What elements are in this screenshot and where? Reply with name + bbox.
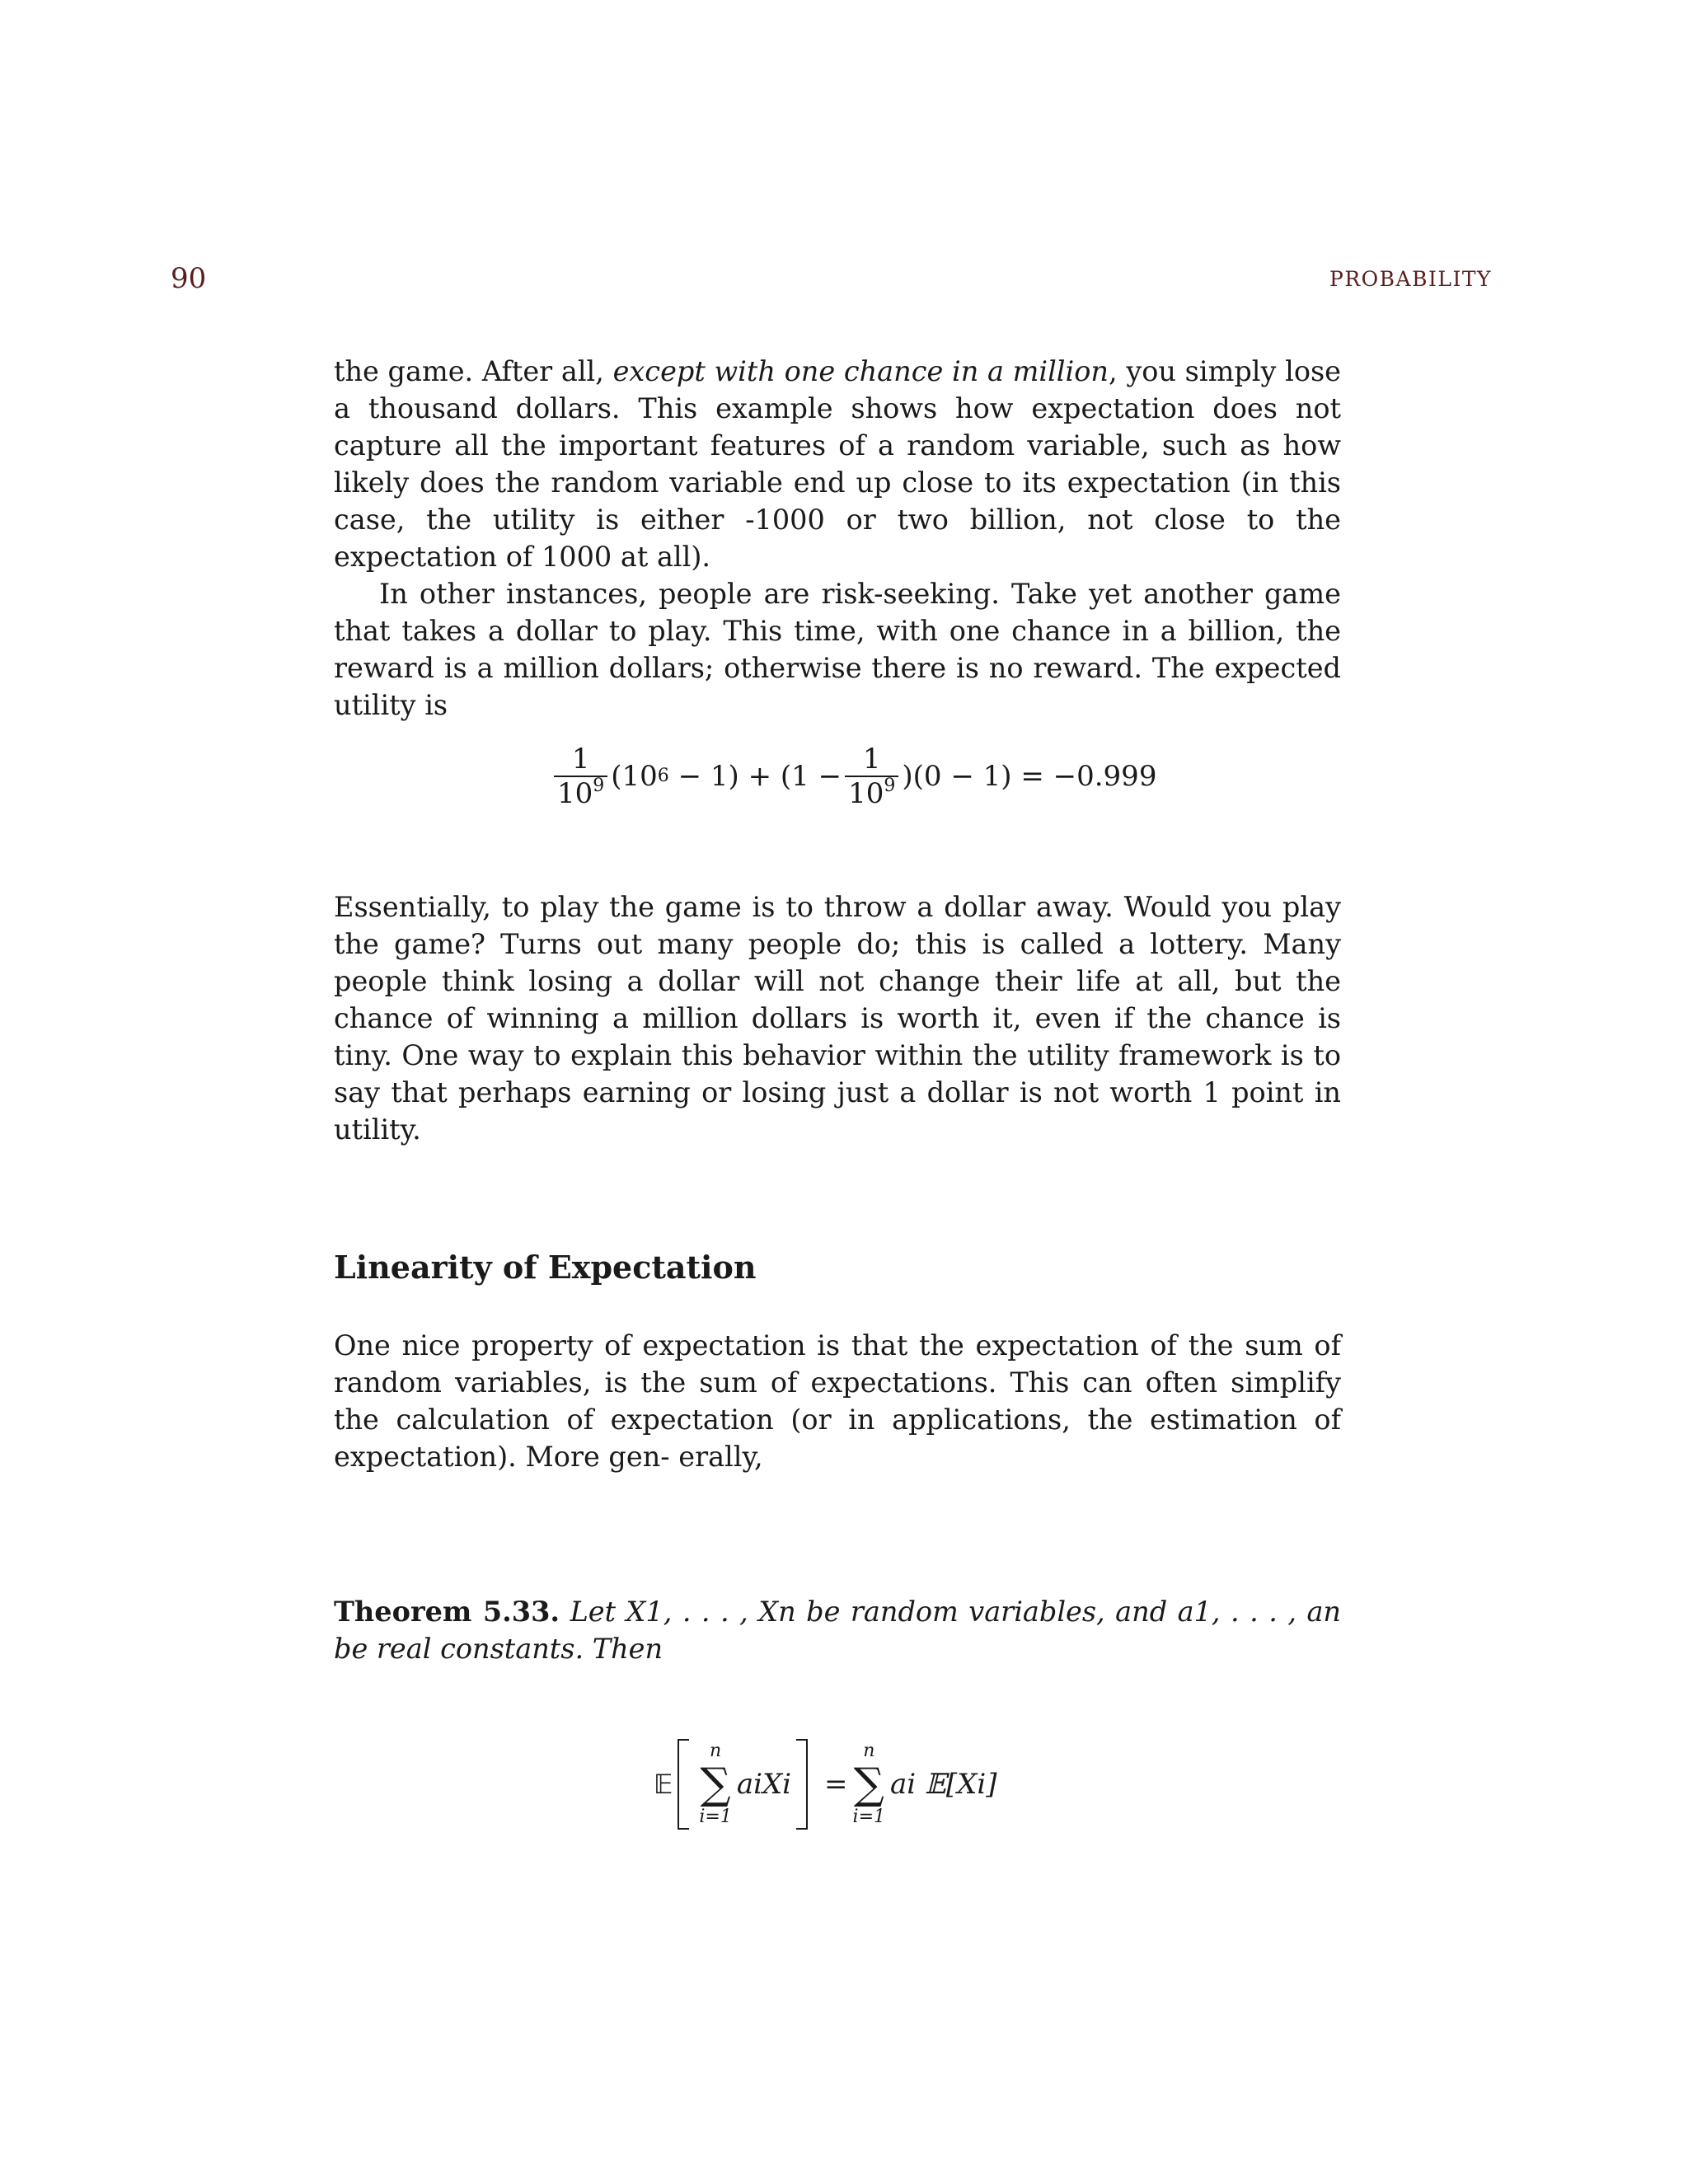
eq1-term-2: − 1) + (1 − — [668, 760, 842, 793]
fraction-1-den-base: 10 — [557, 777, 593, 810]
text-block-1 — [334, 353, 1341, 724]
sum-upper-limit-rhs: n — [863, 1741, 875, 1761]
theorem-label: Theorem 5.33. — [334, 1596, 560, 1628]
para1-end: , you simply lose a thousand dollars. This example shows how expectation does not capture all the important features of a random variable, such as how likely does the random variable end up close to its expectation (in this case, the utility is either -1000 or two billion, not close to the expectation of 1000 at all). — [334, 355, 1341, 573]
fraction-2 — [845, 743, 898, 810]
sigma-icon: ∑ — [700, 1760, 731, 1809]
fraction-1-denominator — [554, 776, 607, 810]
fraction-2-den-base: 10 — [848, 777, 884, 810]
fraction-1-den-exp: 9 — [593, 776, 605, 796]
equals-sign: = — [824, 1768, 848, 1801]
running-title: PROBABILITY — [1329, 267, 1492, 291]
text-block-3 — [334, 1327, 1341, 1475]
linearity-equation — [654, 1727, 997, 1842]
para1-emphasis: except with one chance in a million — [612, 355, 1109, 387]
sum-operator-rhs — [853, 1741, 885, 1828]
rhs-expression: ai 𝔼[Xi] — [890, 1768, 997, 1801]
sum-lower-limit: i=1 — [699, 1807, 732, 1827]
expectation-symbol: 𝔼 — [654, 1769, 673, 1800]
fraction-1-numerator: 1 — [571, 743, 590, 776]
sum-upper-limit: n — [709, 1741, 722, 1761]
theorem — [334, 1593, 1341, 1667]
paragraph-4: One nice property of expectation is that the expectation of the sum of random variables, is the sum of expectations. This can often simplify the calculation of expectation (or in applications, the estimation of expectation). More gen- erally, — [334, 1329, 1341, 1473]
left-bracket — [678, 1739, 689, 1830]
paragraph-2: In other instances, people are risk-seeking. Take yet another game that takes a dollar to play. This time, with one chance in a billion, the reward is a million dollars; otherwise there is no reward. The expected utility is — [334, 578, 1341, 721]
right-bracket — [796, 1739, 808, 1830]
sigma-icon-rhs: ∑ — [853, 1760, 884, 1809]
fraction-1 — [554, 743, 607, 810]
eq1-term-1: (10 — [611, 760, 658, 793]
page-number: 90 — [171, 262, 207, 295]
theorem-text: Let X1, . . . , Xn be random variables, and a1, . . . , an be real constants. Then — [334, 1596, 1341, 1665]
text-block-2 — [334, 888, 1341, 1148]
eq1-term-3: )(0 − 1) = −0.999 — [902, 760, 1157, 793]
expected-utility-equation: $\frac{1}{10^9}$ (10 6 − 1) + (1 − $\frac{1}{10^9}$ )(0 − 1) = −0.999 — [551, 735, 1156, 818]
sum-summand: aiXi — [736, 1768, 792, 1801]
fraction-2-den-exp: 9 — [884, 776, 896, 796]
paragraph-3: Essentially, to play the game is to throw a dollar away. Would you play the game? Turns out many people do; this is called a lottery. Many people think losing a dollar will not change their life at all, but the chance of winning a million dollars is worth it, even if the chance is tiny. One way to explain this behavior within the utility framework is to say that perhaps earning or losing just a dollar is not worth 1 point in utility. — [334, 891, 1341, 1146]
para1-start: the game. After all, — [334, 355, 613, 387]
sum-lower-limit-rhs: i=1 — [852, 1807, 886, 1827]
section-heading: Linearity of Expectation — [334, 1249, 757, 1286]
fraction-2-denominator — [845, 776, 898, 810]
paragraph-1 — [334, 353, 1341, 575]
sum-operator-lhs — [699, 1741, 731, 1828]
fraction-2-numerator: 1 — [862, 743, 881, 776]
